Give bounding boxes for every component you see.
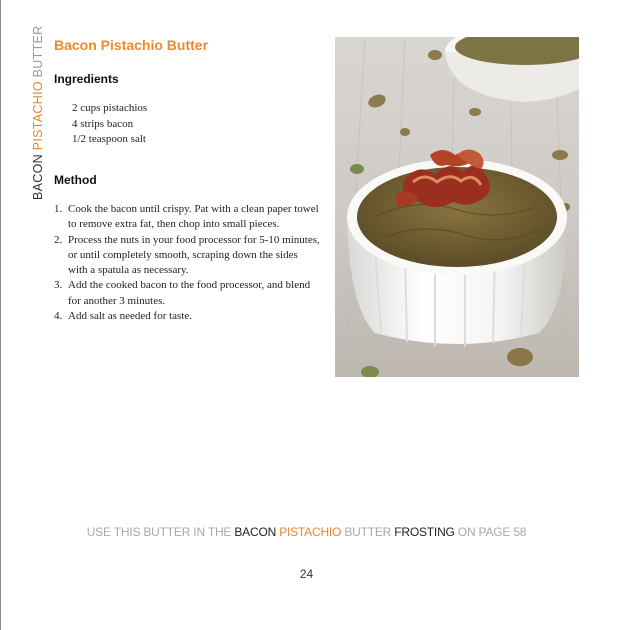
step-number: 3.: [54, 279, 63, 292]
footer-pistachio: PISTACHIO: [279, 525, 342, 539]
pistachio-butter-illustration: [335, 37, 579, 377]
step-text: Cook the bacon until crispy. Pat with a clean paper towel to remove extra fat, then chop into small pieces.: [68, 203, 319, 231]
step-number: 1.: [54, 203, 63, 215]
footer-bacon: BACON: [234, 525, 280, 539]
cross-reference-note: [0, 525, 613, 539]
step-text: Add salt as needed for taste.: [68, 310, 193, 323]
ingredient-item: 2 cups pistachios: [72, 102, 148, 114]
footer-page-ref: ON PAGE 58: [454, 525, 527, 539]
method-heading: Method: [54, 173, 97, 187]
footer-frosting: FROSTING: [394, 525, 455, 539]
footer-butter: BUTTER: [341, 525, 395, 539]
method-step: [54, 202, 320, 233]
side-label-butter: BUTTER: [31, 25, 45, 78]
footer-text: USE THIS BUTTER IN THE: [86, 525, 235, 539]
method-step: [54, 278, 320, 309]
recipe-photo: [335, 37, 579, 377]
side-chapter-label: [31, 26, 45, 200]
step-number: 4.: [54, 310, 63, 323]
ingredient-item: 1/2 teaspoon salt: [72, 133, 146, 145]
ingredient-item: 4 strips bacon: [72, 117, 134, 130]
recipe-title: Bacon Pistachio Butter: [54, 37, 209, 53]
method-steps: [54, 202, 320, 324]
method-step: [54, 233, 320, 279]
method-step: [54, 309, 320, 324]
page-number: 24: [299, 567, 314, 581]
step-text: Add the cooked bacon to the food processor, and blend for another 3 minutes.: [68, 279, 311, 307]
step-text: Process the nuts in your food processor for 5-10 minutes, or until completely smooth, scraping down the sides with a spatula as necessary.: [68, 233, 320, 277]
ingredients-list: [72, 101, 147, 148]
side-label-bacon: BACON: [31, 154, 45, 200]
step-number: 2.: [54, 233, 63, 246]
ingredients-heading: Ingredients: [54, 72, 119, 86]
side-label-pistachio: PISTACHIO: [31, 81, 45, 151]
